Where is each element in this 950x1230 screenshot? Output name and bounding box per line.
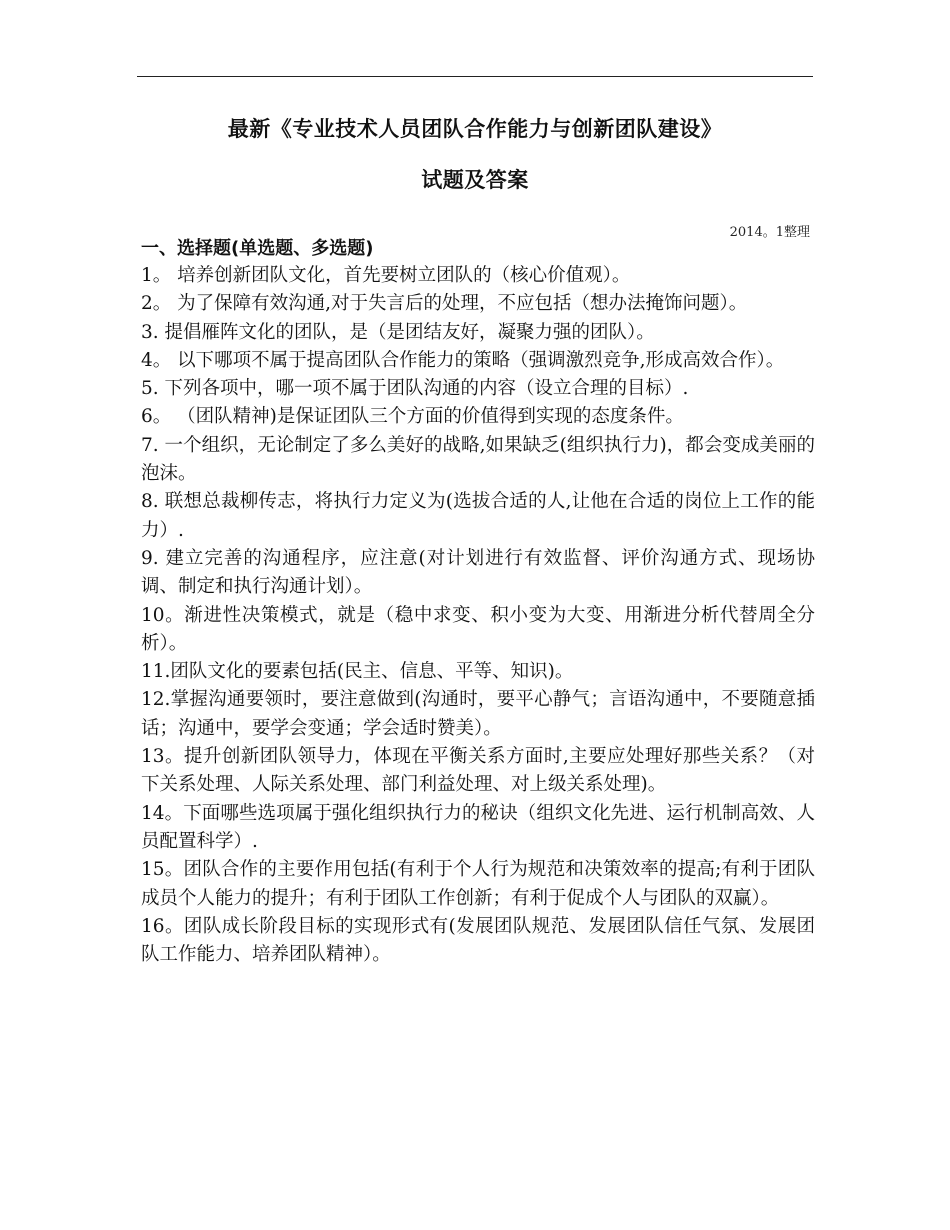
- question-item: 10。渐进性决策模式，就是（稳中求变、积小变为大变、用渐进分析代替周全分析）。: [141, 604, 815, 654]
- question-item: 5. 下列各项中，哪一项不属于团队沟通的内容（设立合理的目标）.: [141, 378, 689, 400]
- document-body: [141, 236, 815, 969]
- question-item: 11.团队文化的要素包括(民主、信息、平等、知识)。: [141, 661, 574, 683]
- question-item: 15。团队合作的主要作用包括(有利于个人行为规范和决策效率的提高;有利于团队成员个人能力的提升；有利于团队工作创新；有利于促成个人与团队的双赢）。: [141, 859, 815, 909]
- question-item: 6。 （团队精神)是保证团队三个方面的价值得到实现的态度条件。: [141, 406, 684, 428]
- question-item: 13。提升创新团队领导力，体现在平衡关系方面时,主要应处理好那些关系？（对下关系处理、人际关系处理、部门利益处理、对上级关系处理)。: [141, 746, 815, 796]
- question-item: 3. 提倡雁阵文化的团队，是（是团结友好，凝聚力强的团队）。: [141, 321, 655, 343]
- question-item: 1。 培养创新团队文化，首先要树立团队的（核心价值观）。: [141, 265, 631, 286]
- section-heading: 一、选择题(单选题、多选题): [141, 238, 374, 259]
- document-subtitle: 试题及答案: [421, 168, 529, 192]
- question-item: 16。团队成长阶段目标的实现形式有(发展团队规范、发展团队信任气氛、发展团队工作能力、培养团队精神）。: [141, 915, 815, 966]
- question-item: 9. 建立完善的沟通程序，应注意(对计划进行有效监督、评价沟通方式、现场协调、制定和执行沟通计划）。: [141, 547, 815, 598]
- question-item: 2。 为了保障有效沟通,对于失言后的处理，不应包括（想办法掩饰问题）。: [141, 293, 748, 315]
- question-item: 4。 以下哪项不属于提高团队合作能力的策略（强调激烈竞争,形成高效合作）。: [141, 349, 785, 371]
- header-rule: [137, 76, 813, 77]
- question-item: 7. 一个组织，无论制定了多么美好的战略,如果缺乏(组织执行力)，都会变成美丽的泡沫。: [141, 434, 815, 485]
- question-list: [141, 262, 815, 969]
- date-note: 2014。1整理: [729, 225, 810, 240]
- question-item: 12.掌握沟通要领时，要注意做到(沟通时，要平心静气；言语沟通中，不要随意插话；沟通中，要学会变通；学会适时赞美）。: [141, 689, 815, 739]
- question-item: 14。下面哪些选项属于强化组织执行力的秘诀（组织文化先进、运行机制高效、人员配置科学）.: [141, 802, 815, 852]
- question-item: 8. 联想总裁柳传志，将执行力定义为(选拔合适的人,让他在合适的岗位上工作的能力）.: [141, 491, 815, 541]
- document-title: 最新《专业技术人员团队合作能力与创新团队建设》: [227, 117, 723, 141]
